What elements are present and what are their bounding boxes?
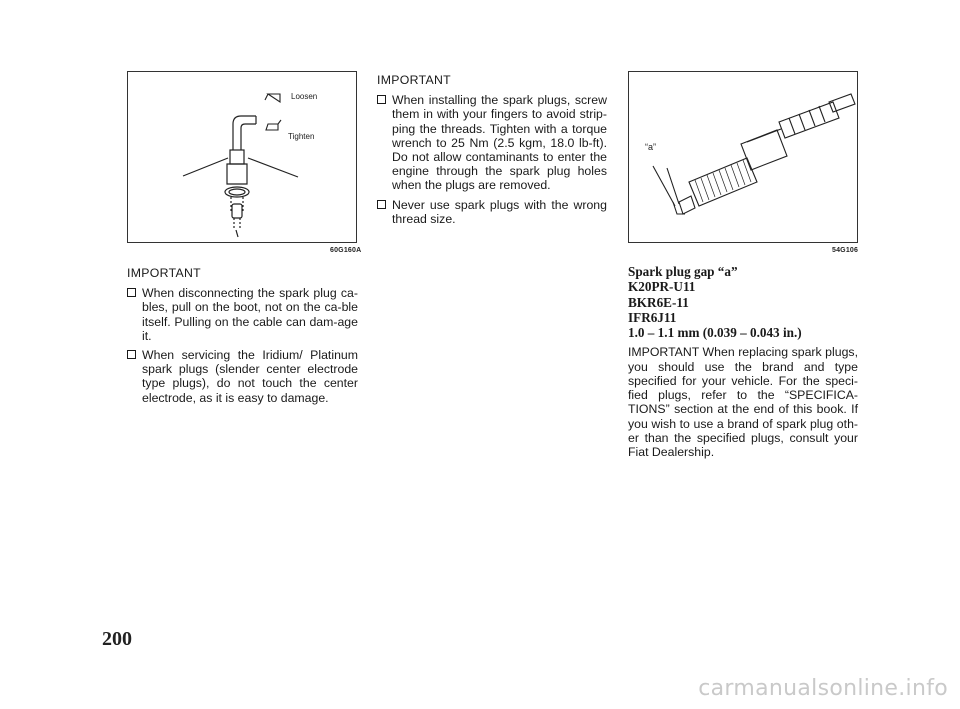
right-text-column <box>628 264 858 459</box>
bullet-item: When disconnecting the spark plug ca-bles, pull on the boot, not on the ca-ble itself. Pulling on the cable can dam-age it. <box>127 286 358 343</box>
spark-plug-drawing <box>629 72 859 244</box>
spark-plug-gap-illustration <box>628 71 858 243</box>
spec-gap-value: 1.0 – 1.1 mm (0.039 – 0.043 in.) <box>628 325 802 341</box>
bullet-item: Never use spark plugs with the wrong thread size. <box>377 198 607 226</box>
bullet-item: When installing the spark plugs, screw them in with your fingers to avoid strip-ping the threads. Tighten with a torque wrench to 25 Nm (2.5 kgm, 18.0 lb-ft). Do not allow contaminants to enter the engine through the spark plug holes when the plugs are removed. <box>377 93 607 192</box>
watermark: carmanualsonline.info <box>698 676 948 701</box>
loosen-label: Loosen <box>291 92 318 101</box>
wrench-drawing <box>128 72 358 244</box>
figure-code-right: 54G106 <box>832 247 859 254</box>
gap-label: “a” <box>645 142 656 152</box>
spec-plug-1: K20PR-U11 <box>628 279 696 295</box>
middle-text-column <box>377 73 607 231</box>
checkbox-bullet-icon <box>377 200 386 209</box>
important-heading: IMPORTANT <box>377 73 451 87</box>
spark-plug-wrench-illustration <box>127 71 357 243</box>
spec-title: Spark plug gap “a” <box>628 264 738 279</box>
checkbox-bullet-icon <box>127 350 136 359</box>
spec-plug-2: BKR6E-11 <box>628 294 689 310</box>
page-number: 200 <box>102 628 132 650</box>
figure-code-left: 60G160A <box>330 247 362 254</box>
important-paragraph: IMPORTANT When replacing spark plugs, you should use the brand and type specified for your vehicle. For the speci-fied plugs, refer to the “SPECIFICA-TIONS” section at the end of this book. If you wish to use a brand of spark plug oth-er than the specified plugs, consult your Fiat Dealership. <box>628 345 858 459</box>
left-text-column <box>127 266 358 410</box>
tighten-label: Tighten <box>288 132 315 141</box>
checkbox-bullet-icon <box>377 95 386 104</box>
bullet-item: When servicing the Iridium/ Platinum spark plugs (slender center electrode type plugs), do not touch the center electrode, as it is easy to damage. <box>127 348 358 405</box>
checkbox-bullet-icon <box>127 288 136 297</box>
spec-plug-3: IFR6J11 <box>628 309 677 325</box>
important-heading: IMPORTANT <box>127 266 201 280</box>
